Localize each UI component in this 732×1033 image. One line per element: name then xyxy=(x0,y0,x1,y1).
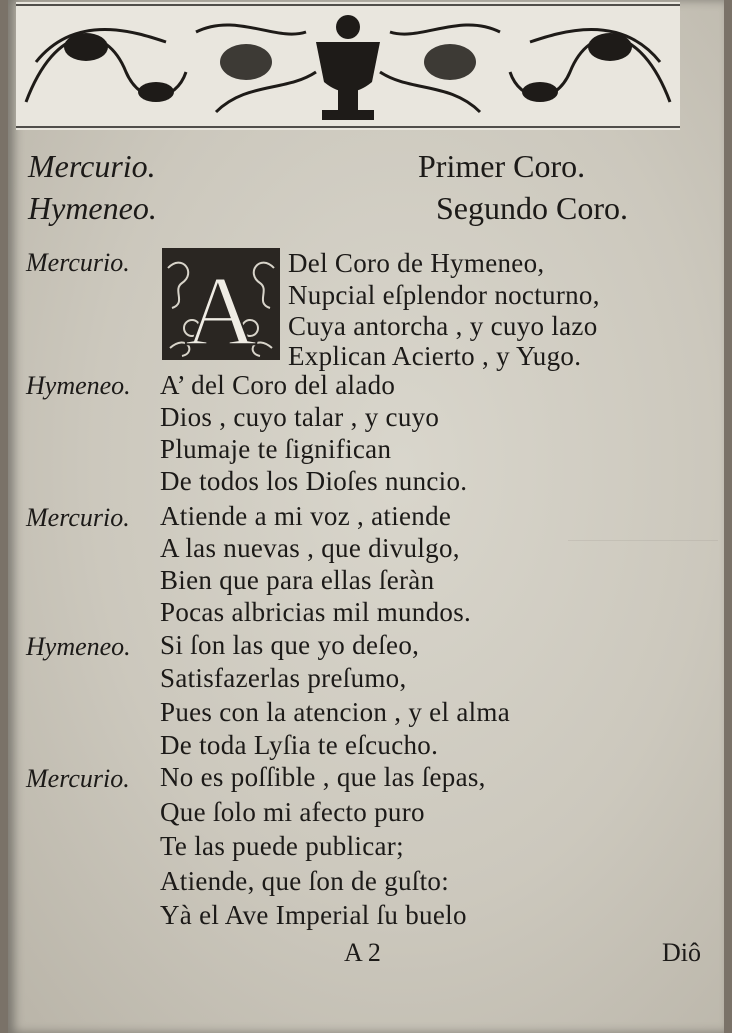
verse-line: Bien que para ellas ſeràn xyxy=(160,565,435,595)
verse-line: Atiende a mi voz , atiende xyxy=(160,501,452,531)
verse-line: A las nuevas , que divulgo, xyxy=(160,533,460,563)
verse-line: Cuya antorcha , y cuyo lazo xyxy=(288,311,598,341)
verse-line: Satisfazerlas preſumo, xyxy=(160,663,407,693)
svg-text:A: A xyxy=(184,255,258,360)
cast-role: Mercurio. xyxy=(28,148,156,184)
verse-line: Que ſolo mi afecto puro xyxy=(160,797,425,827)
speaker-label: Mercurio. xyxy=(26,764,130,793)
verse-line: No es poſſible , que las ſepas, xyxy=(160,762,486,792)
bleed-through xyxy=(568,500,718,860)
verse-line: Explican Acierto , y Yugo. xyxy=(288,341,582,371)
catchword: Diô xyxy=(662,938,701,967)
verse-line: Yà el Ave Imperial ſu buelo xyxy=(160,900,467,930)
speaker-label: Mercurio. xyxy=(26,503,130,532)
verse-line: Si ſon las que yo deſeo, xyxy=(160,630,420,660)
speaker-label: Hymeneo. xyxy=(26,371,131,400)
speaker-label: Mercurio. xyxy=(26,248,130,277)
verse-line: Nupcial eſplendor nocturno, xyxy=(288,280,600,310)
cast-role: Hymeneo. xyxy=(28,190,157,226)
verse-line: Te las puede publicar; xyxy=(160,831,404,861)
signature-mark: A 2 xyxy=(344,938,381,967)
verse-line: Plumaje te ſignifican xyxy=(160,434,392,464)
verse-line: Dios , cuyo talar , y cuyo xyxy=(160,402,440,432)
verse-line: Pocas albricias mil mundos. xyxy=(160,597,472,627)
verse-line: Del Coro de Hymeneo, xyxy=(288,248,545,278)
ornamental-headpiece-icon xyxy=(16,2,680,130)
verse-line: Pues con la atencion , y el alma xyxy=(160,697,510,727)
cast-chorus: Primer Coro. xyxy=(418,148,586,184)
cast-chorus: Segundo Coro. xyxy=(436,190,628,226)
verse-line: A’ del Coro del alado xyxy=(160,370,396,400)
drop-cap-icon xyxy=(162,248,280,360)
verse-line: De toda Lyſia te eſcucho. xyxy=(160,730,439,760)
verse-line: De todos los Dioſes nuncio. xyxy=(160,466,468,496)
verse-line: Atiende, que ſon de guſto: xyxy=(160,866,449,896)
speaker-label: Hymeneo. xyxy=(26,632,131,661)
book-page xyxy=(8,0,724,1033)
